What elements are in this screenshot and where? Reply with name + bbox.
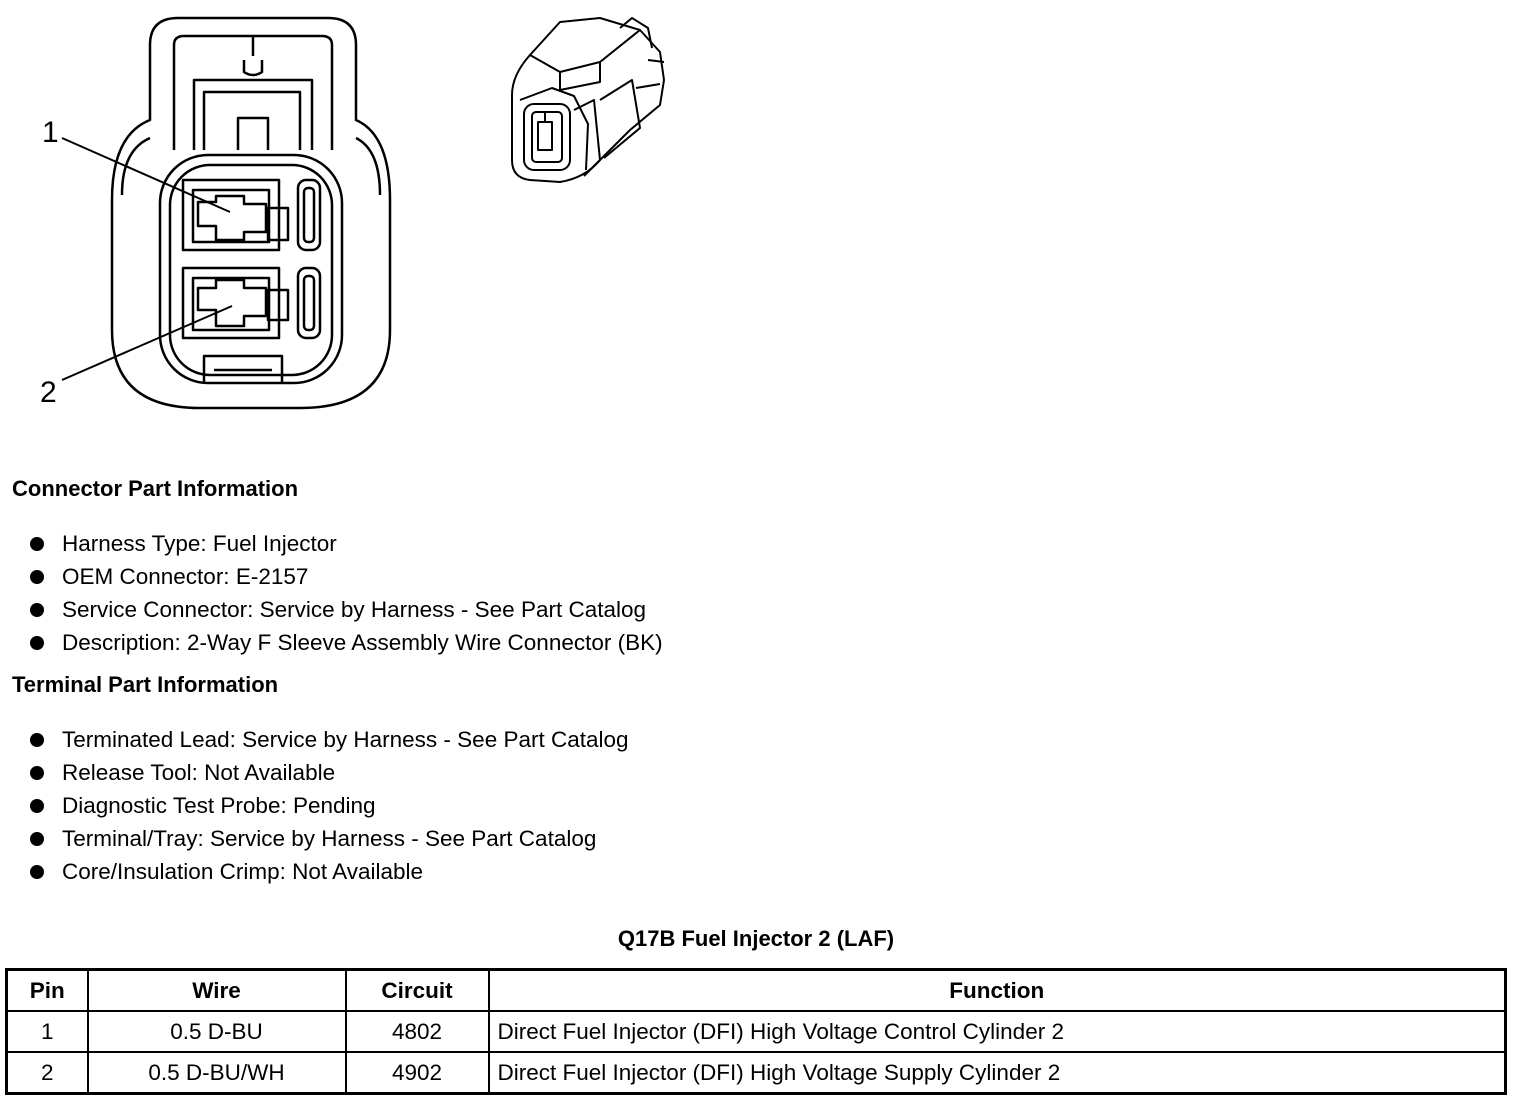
terminal-info-title: Terminal Part Information bbox=[12, 672, 279, 697]
list-item: Core/Insulation Crimp: Not Available bbox=[0, 855, 629, 888]
table-row bbox=[7, 1052, 1506, 1094]
connector-outer-shell bbox=[112, 18, 390, 408]
cell-pin: 2 bbox=[7, 1052, 88, 1094]
bullet-icon bbox=[30, 832, 44, 846]
pin-label-2: 2 bbox=[40, 376, 57, 409]
list-item: Release Tool: Not Available bbox=[0, 756, 629, 789]
header-circuit: Circuit bbox=[346, 970, 489, 1012]
bullet-icon bbox=[30, 603, 44, 617]
bullet-icon bbox=[30, 570, 44, 584]
list-item: Harness Type: Fuel Injector bbox=[0, 527, 663, 560]
cell-function: Direct Fuel Injector (DFI) High Voltage Supply Cylinder 2 bbox=[489, 1052, 1506, 1094]
pin-table bbox=[5, 968, 1507, 1095]
list-item: Diagnostic Test Probe: Pending bbox=[0, 789, 629, 822]
connector-isometric-view bbox=[512, 18, 664, 182]
list-item: Description: 2-Way F Sleeve Assembly Wire Connector (BK) bbox=[0, 626, 663, 659]
connector-diagram bbox=[0, 0, 760, 440]
table-row bbox=[7, 1011, 1506, 1052]
list-item: Terminated Lead: Service by Harness - See Part Catalog bbox=[0, 723, 629, 756]
connector-info-title: Connector Part Information bbox=[12, 476, 299, 501]
cell-pin: 1 bbox=[7, 1011, 88, 1052]
bullet-icon bbox=[30, 537, 44, 551]
pin-label-1: 1 bbox=[42, 116, 59, 149]
table-header-row bbox=[7, 970, 1506, 1012]
bullet-icon bbox=[30, 799, 44, 813]
cell-function: Direct Fuel Injector (DFI) High Voltage Control Cylinder 2 bbox=[489, 1011, 1506, 1052]
header-wire: Wire bbox=[88, 970, 346, 1012]
cell-wire: 0.5 D-BU bbox=[88, 1011, 346, 1052]
list-item: Terminal/Tray: Service by Harness - See Part Catalog bbox=[0, 822, 629, 855]
pin-table-title: Q17B Fuel Injector 2 (LAF) bbox=[617, 926, 895, 951]
cell-wire: 0.5 D-BU/WH bbox=[88, 1052, 346, 1094]
list-item: OEM Connector: E-2157 bbox=[0, 560, 663, 593]
bullet-icon bbox=[30, 766, 44, 780]
cell-circuit: 4802 bbox=[346, 1011, 489, 1052]
bullet-icon bbox=[30, 636, 44, 650]
header-pin: Pin bbox=[7, 970, 88, 1012]
header-function: Function bbox=[489, 970, 1506, 1012]
bullet-icon bbox=[30, 733, 44, 747]
connector-info-list bbox=[0, 527, 663, 659]
terminal-info-list bbox=[0, 723, 629, 888]
list-item: Service Connector: Service by Harness - See Part Catalog bbox=[0, 593, 663, 626]
cell-circuit: 4902 bbox=[346, 1052, 489, 1094]
bullet-icon bbox=[30, 865, 44, 879]
